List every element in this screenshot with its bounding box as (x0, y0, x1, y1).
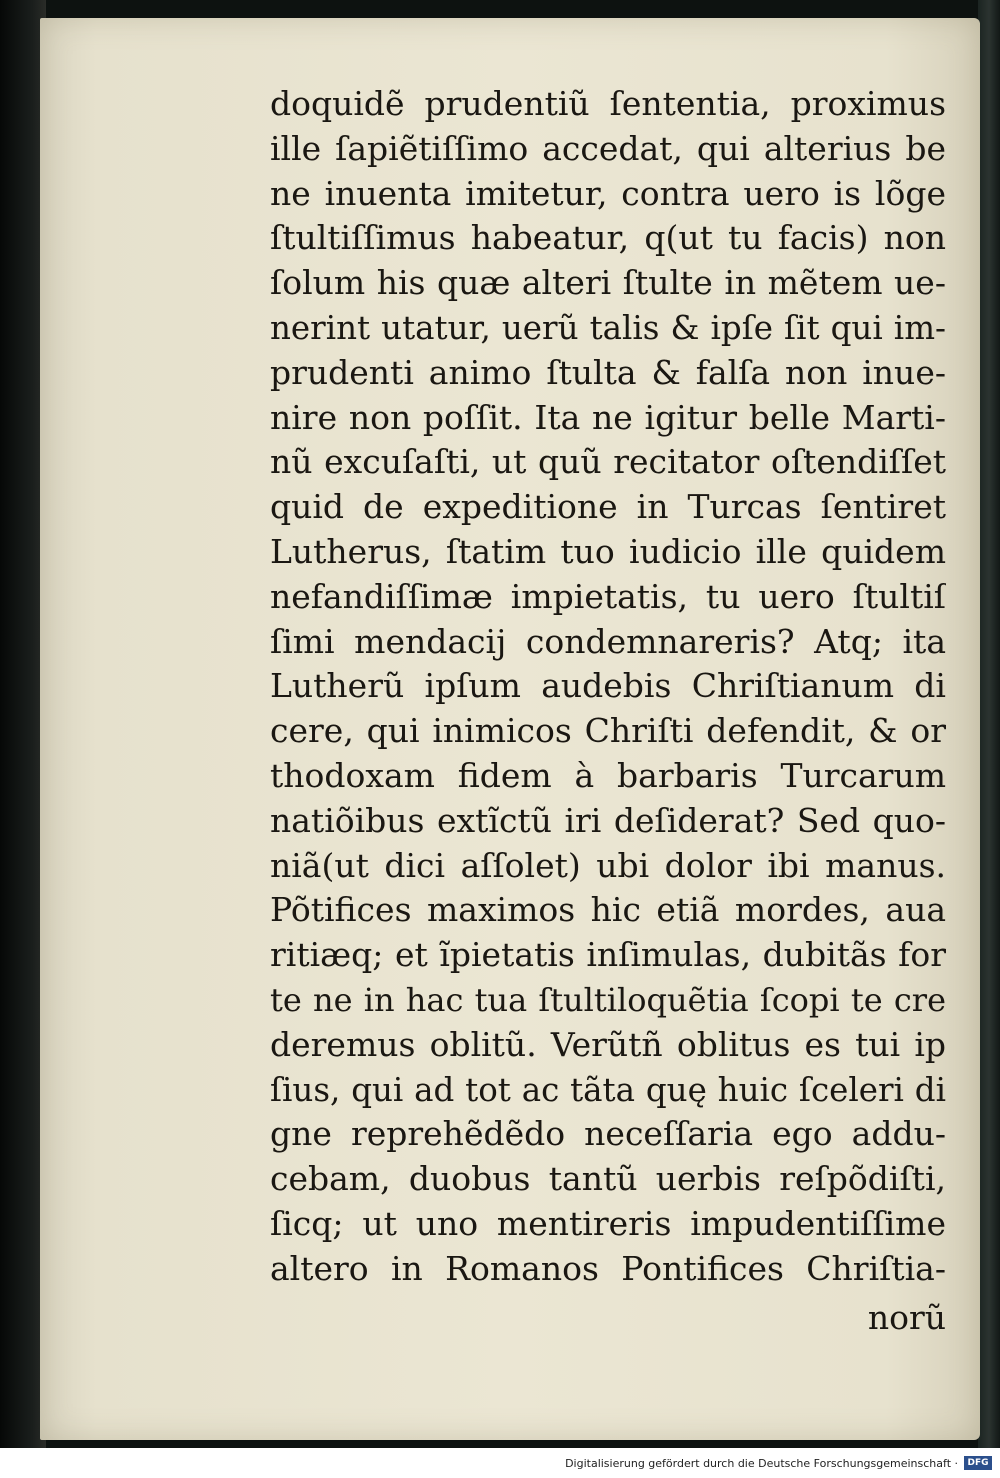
text-line: gne reprehẽdẽdo neceſſaria ego addu- (270, 1114, 946, 1154)
text-line: nerint utatur, uerũ talis & ipſe ſit qui im- (270, 308, 946, 347)
text-line: nire non poſſit. Ita ne igitur belle Marti- (270, 397, 946, 437)
text-line: ſius, qui ad tot ac tãta quę huic ſceleri di (270, 1070, 946, 1109)
text-line: Lutherũ ipſum audebis Chriſtianum di (270, 666, 946, 706)
book-page (40, 18, 980, 1440)
text-line: ſimi mendacij condemnareris? Atq; ita (270, 621, 946, 661)
text-line: ſtultiſſimus habeatur, q(ut tu facis) non (270, 218, 946, 258)
digitization-footer (0, 1448, 1000, 1478)
text-line: Põtifices maximos hic etiã mordes, aua (270, 890, 946, 930)
text-line: natiõibus extĩctũ iri deſiderat? Sed quo- (270, 800, 946, 840)
text-line: Lutherus, ſtatim tuo iudicio ille quidem (270, 531, 946, 571)
text-line: prudenti animo ſtulta & falſa non inue- (270, 352, 946, 392)
text-line: ille ſapiẽtiſſimo accedat, qui alterius be (270, 128, 946, 168)
dfg-logo: DFG (964, 1456, 992, 1470)
text-line: ne inuenta imitetur, contra uero is lõge (270, 173, 946, 213)
text-line: ſicq; ut uno mentireris impudentiſſime (270, 1203, 946, 1243)
funding-credit: Digitalisierung gefördert durch die Deutsche Forschungsgemeinschaft · (565, 1457, 958, 1470)
text-line: ritiæq; et ĩpietatis inſimulas, dubitãs for (270, 935, 946, 975)
text-line: nefandiſſimæ impietatis, tu uero ſtultiſ (270, 576, 946, 616)
text-line: te ne in hac tua ſtultiloquẽtia ſcopi te cre (270, 980, 946, 1019)
text-line: nũ excuſaſti, ut quũ recitator oſtendiſſet (270, 442, 946, 482)
text-line: thodoxam fidem à barbaris Turcarum (270, 755, 946, 795)
text-line: cere, qui inimicos Chriſti defendit, & or (270, 711, 946, 751)
text-line: altero in Romanos Pontifices Chriſtia- (270, 1248, 946, 1288)
page-text-block (270, 82, 950, 1340)
text-line: doquidẽ prudentiũ ſententia, proximus (270, 84, 946, 123)
catchword: norũ (867, 1297, 946, 1337)
text-line: cebam, duobus tantũ uerbis reſpõdiſti, (270, 1159, 946, 1199)
text-line: ſolum his quæ alteri ſtulte in mẽtem ue- (270, 263, 946, 303)
text-line: quid de expeditione in Turcas ſentiret (270, 487, 946, 527)
book-cover-edge (978, 0, 1000, 1478)
text-line: niã(ut dici aſſolet) ubi dolor ibi manus. (270, 845, 946, 885)
text-line: deremus oblitũ. Verũtñ oblitus es tui ip (270, 1024, 946, 1064)
